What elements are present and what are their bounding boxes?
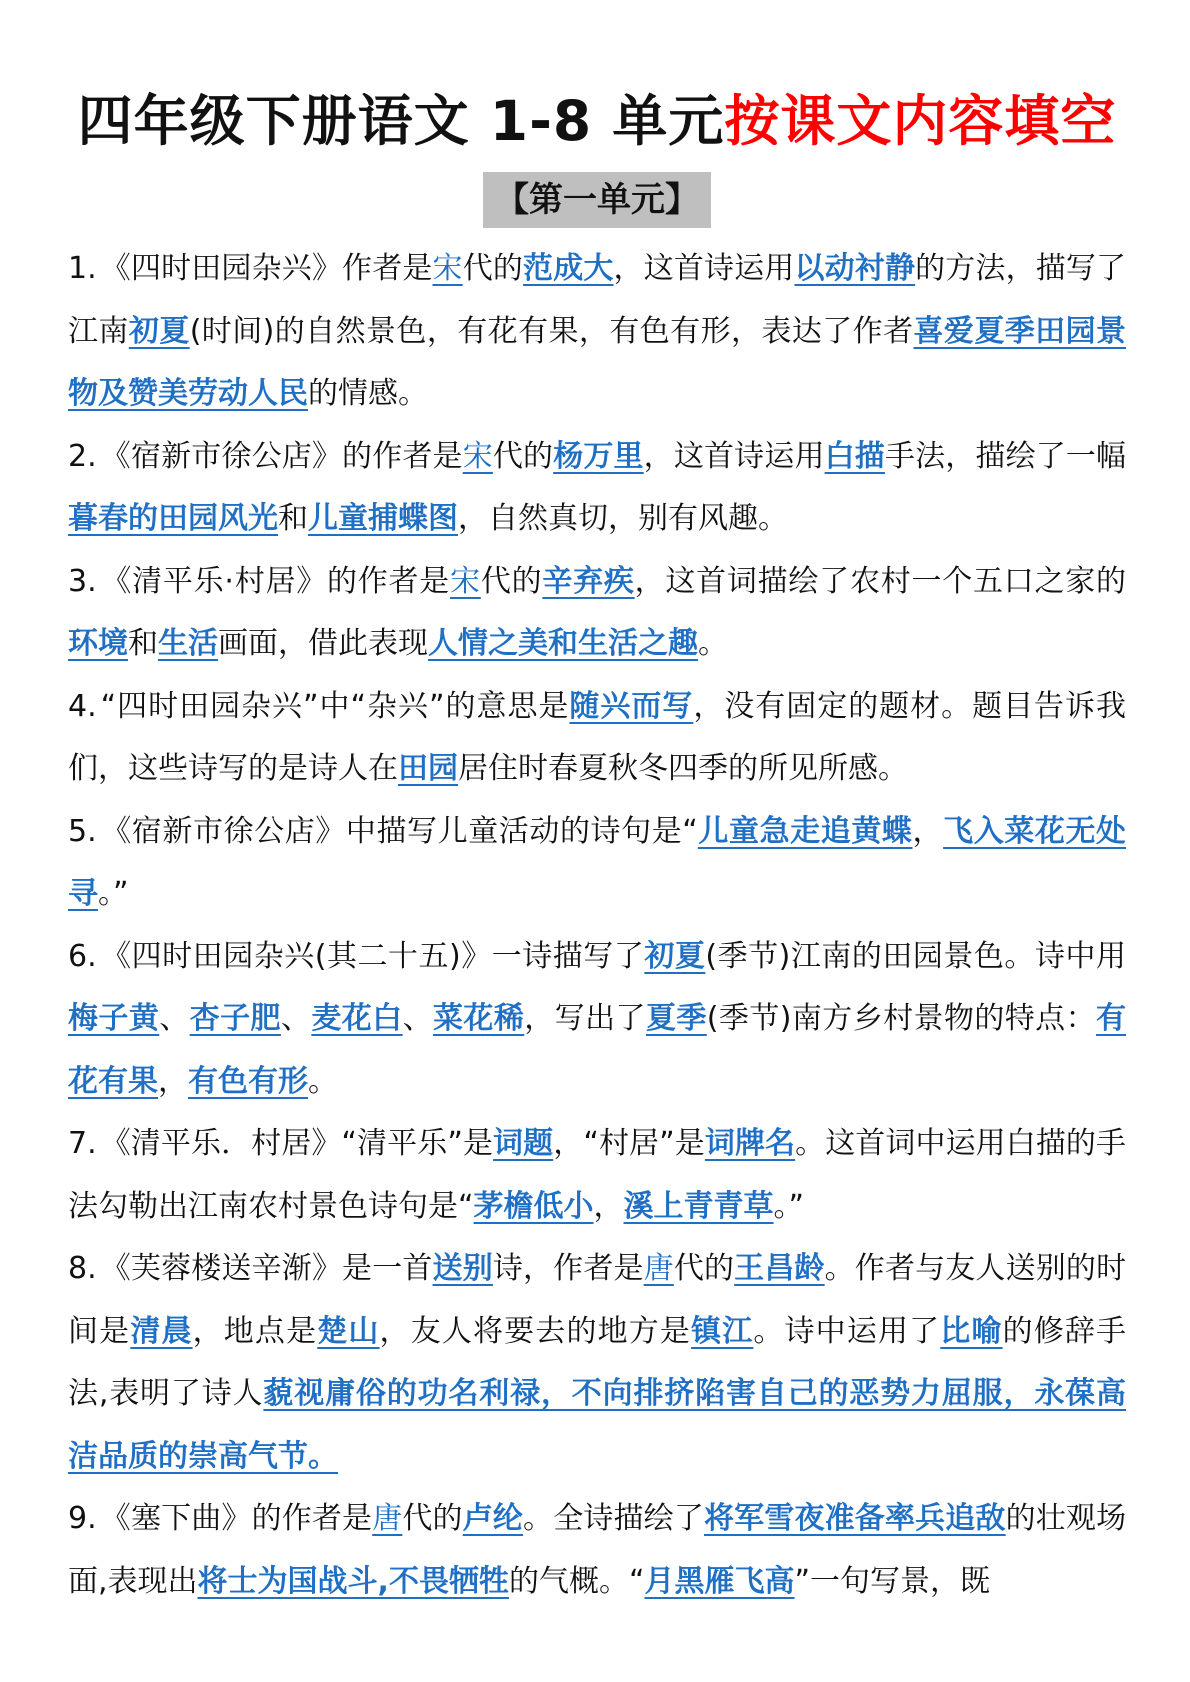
- question-text: ，: [593, 1188, 624, 1224]
- question-item: [68, 1113, 1126, 1238]
- question-text: (季节)南方乡村景物的特点：: [706, 1001, 1097, 1036]
- question-item: [68, 426, 1126, 551]
- question-text: 《芙蓉楼送辛渐》是一首: [100, 1251, 433, 1286]
- question-text: 。: [308, 1063, 338, 1099]
- question-text: 代的: [673, 1251, 735, 1286]
- answer-text: 王昌龄: [734, 1251, 825, 1286]
- question-list: [68, 238, 1126, 1613]
- question-number: 8.: [68, 1251, 97, 1286]
- answer-text: 杏子肥: [189, 1001, 281, 1036]
- answer-text: 宋: [450, 563, 481, 599]
- answer-text: 溪上青青草: [623, 1188, 774, 1224]
- question-number: 4.: [68, 688, 97, 724]
- question-number: 2.: [68, 438, 97, 474]
- question-text: 的方法，描写了江南: [68, 251, 1127, 349]
- question-text: 的情感。: [308, 376, 428, 411]
- answer-text: 飞入菜花无处寻: [68, 813, 1127, 911]
- answer-text: 将士为国战斗,不畏牺牲: [197, 1563, 509, 1599]
- answer-text: 清晨: [130, 1313, 193, 1349]
- answer-text: 月黑雁飞高: [644, 1563, 795, 1599]
- question-text: ，这首诗运用: [613, 251, 795, 286]
- answer-text: 暮春的田园风光: [68, 501, 278, 536]
- question-text: 的气概。“: [508, 1563, 645, 1599]
- question-text: 。诗中运用了: [753, 1313, 941, 1349]
- question-text: ，地点是: [192, 1313, 318, 1349]
- answer-text: 卢纶: [462, 1501, 524, 1536]
- answer-text: 宋: [462, 438, 493, 474]
- question-text: 和: [128, 626, 158, 661]
- question-number: 5.: [68, 813, 97, 849]
- question-text: ，: [158, 1063, 188, 1099]
- question-text: 《四时田园杂兴》作者是: [100, 251, 433, 286]
- question-text: 《宿新市徐公店》的作者是: [100, 438, 463, 474]
- question-number: 9.: [68, 1501, 97, 1536]
- question-text: ，没有固定的题材。题目告诉我们，这些诗写的是诗人在: [68, 688, 1127, 786]
- answer-text: 辛弃疾: [542, 563, 635, 599]
- answer-text: 比喻: [940, 1313, 1003, 1349]
- answer-text: 杨万里: [553, 438, 644, 474]
- question-text: 。: [698, 626, 728, 661]
- question-text: 诗，作者是: [492, 1251, 644, 1286]
- question-text: 的壮观场面,表现出: [68, 1501, 1127, 1599]
- answer-text: 楚山: [317, 1313, 380, 1349]
- question-text: 代的: [402, 1501, 463, 1536]
- question-text: 的修辞手法,表明了诗人: [68, 1313, 1127, 1411]
- question-text: 居住时春夏秋冬四季的所见所感。: [458, 751, 908, 786]
- question-text: 《清平乐·村居》的作者是: [100, 563, 451, 599]
- answer-text: 唐: [643, 1251, 674, 1286]
- unit-heading: [68, 172, 1126, 230]
- answer-text: 儿童捕蝶图: [308, 501, 458, 536]
- question-text: ，这首诗运用: [643, 438, 825, 474]
- answer-text: 田园: [398, 751, 458, 786]
- question-text: 和: [278, 501, 308, 536]
- question-text: (时间)的自然景色，有花有果，有色有形，表达了作者: [189, 313, 914, 349]
- question-text: “四时田园杂兴”中“杂兴”的意思是: [100, 688, 570, 724]
- answer-text: 人情之美和生活之趣: [428, 626, 698, 661]
- question-item: [68, 676, 1126, 801]
- question-text: 代的: [462, 251, 524, 286]
- question-text: ”一句写景，既: [794, 1563, 991, 1599]
- answer-text: 儿童急走追黄蝶: [697, 813, 913, 849]
- question-item: [68, 551, 1126, 676]
- answer-text: 喜爱夏季田园景物及赞美劳动人民: [68, 313, 1127, 411]
- question-text: 、: [280, 1001, 312, 1036]
- question-text: 。作者与友人送别的时间是: [68, 1251, 1127, 1349]
- answer-text: 随兴而写: [569, 688, 694, 724]
- answer-text: 将军雪夜准备率兵追敌: [704, 1501, 1006, 1536]
- question-text: ，写出了: [524, 1001, 646, 1036]
- page-title: [68, 0, 1126, 158]
- question-number: 7.: [68, 1126, 97, 1161]
- title-highlight: 按课文内容填空: [724, 89, 1117, 153]
- answer-text: 有色有形: [188, 1063, 308, 1099]
- answer-text: 词题: [493, 1126, 554, 1161]
- question-number: 6.: [68, 938, 97, 974]
- question-text: 画面，借此表现: [218, 626, 428, 661]
- answer-text: 梅子黄: [68, 1001, 160, 1036]
- question-text: 手法，描绘了一幅: [884, 438, 1127, 474]
- answer-text: 宋: [432, 251, 463, 286]
- question-text: 。”: [98, 876, 129, 911]
- question-text: 《塞下曲》的作者是: [100, 1501, 373, 1536]
- question-text: ，这首词描绘了农村一个五口之家的: [634, 563, 1127, 599]
- question-text: ，“村居”是: [553, 1126, 705, 1161]
- question-text: 。全诗描绘了: [523, 1501, 704, 1536]
- answer-text: 菜花稀: [433, 1001, 525, 1036]
- unit-label: 【第一单元】: [483, 172, 711, 228]
- answer-text: 唐: [372, 1501, 403, 1536]
- question-text: ，自然真切，别有风趣。: [458, 501, 788, 536]
- question-text: ，友人将要去的地方是: [379, 1313, 692, 1349]
- question-item: [68, 926, 1126, 1114]
- answer-text: 茅檐低小: [473, 1188, 594, 1224]
- question-number: 3.: [68, 563, 97, 599]
- question-text: 《四时田园杂兴(其二十五)》一诗描写了: [100, 938, 645, 974]
- answer-text: 送别: [432, 1251, 493, 1286]
- question-text: (季节)江南的田园景色。诗中用: [705, 938, 1126, 974]
- question-item: [68, 801, 1126, 926]
- question-text: 《宿新市徐公店》中描写儿童活动的诗句是“: [100, 813, 698, 849]
- question-text: 。”: [773, 1188, 805, 1224]
- question-text: 、: [159, 1001, 190, 1036]
- answer-text: 范成大: [523, 251, 614, 286]
- question-item: [68, 1238, 1126, 1488]
- question-text: 、: [402, 1001, 434, 1036]
- answer-text: 藐视庸俗的功名利禄，不向排挤陷害自己的恶势力屈服，永葆高洁品质的崇高气节。: [68, 1376, 1127, 1474]
- question-number: 1.: [68, 251, 97, 286]
- answer-text: 词牌名: [704, 1126, 796, 1161]
- answer-text: 白描: [824, 438, 885, 474]
- answer-text: 镇江: [691, 1313, 754, 1349]
- answer-text: 有花有果: [68, 1001, 1127, 1099]
- question-item: [68, 1488, 1126, 1613]
- answer-text: 初夏: [128, 313, 190, 349]
- answer-text: 夏季: [645, 1001, 707, 1036]
- answer-text: 麦花白: [311, 1001, 403, 1036]
- answer-text: 初夏: [644, 938, 706, 974]
- question-text: ，: [912, 813, 944, 849]
- question-item: [68, 238, 1126, 426]
- answer-text: 生活: [158, 626, 218, 661]
- question-text: 代的: [492, 438, 554, 474]
- question-text: 《清平乐．村居》“清平乐”是: [100, 1126, 494, 1161]
- title-main: 四年级下册语文 1-8 单元: [77, 89, 725, 153]
- question-text: 代的: [480, 563, 543, 599]
- question-text: 。这首词中运用白描的手法勾勒出江南农村景色诗句是“: [68, 1126, 1127, 1224]
- answer-text: 以动衬静: [794, 251, 916, 286]
- answer-text: 环境: [68, 626, 128, 661]
